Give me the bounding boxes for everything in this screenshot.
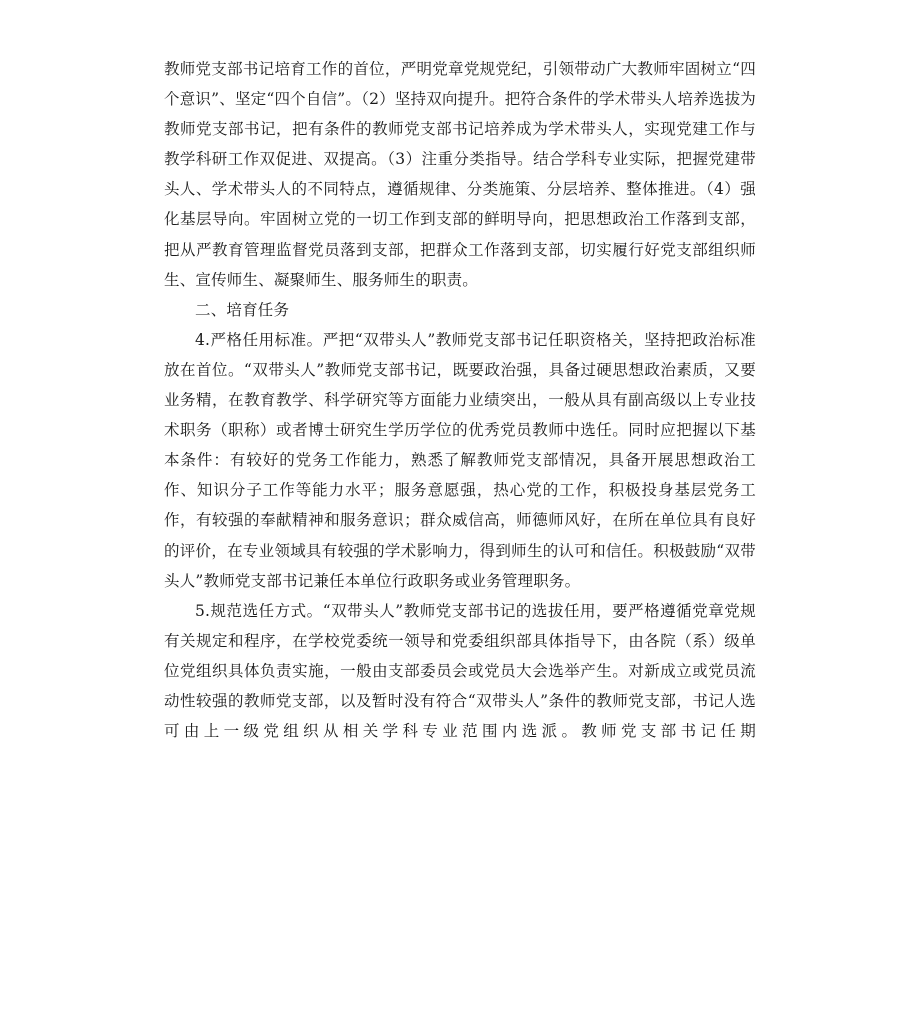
paragraph-basic-principles-continued: 教师党支部书记培育工作的首位，严明党章党规党纪，引领带动广大教师牢固树立“四个意识”、坚定“四个自信”。（2）坚持双向提升。把符合条件的学术带头人培养选拔为教师党支部书记，把有条件的教师党支部书记培养成为学术带头人，实现党建工作与教学科研工作双促进、双提高。（3）注重分类指导。结合学科专业实际，把握党建带头人、学术带头人的不同特点，遵循规律、分类施策、分层培养、整体推进。（4）强化基层导向。牢固树立党的一切工作到支部的鲜明导向，把思想政治工作落到支部，把从严教育管理监督党员落到支部，把群众工作落到支部，切实履行好党支部组织师生、宣传师生、凝聚师生、服务师生的职责。	[164, 60, 756, 289]
paragraph-selection-method: 5.规范选任方式。“双带头人”教师党支部书记的选拔任用，要严格遵循党章党规有关规定和程序，在学校党委统一领导和党委组织部具体指导下，由各院（系）级单位党组织具体负责实施，一般由支部委员会或党员大会选举产生。对新成立或党员流动性较强的教师党支部，以及暂时没有符合“双带头人”条件的教师党支部，书记人选可由上一级党组织从相关学科专业范围内选派。教师党支部书记任期	[164, 601, 756, 741]
document-body	[164, 54, 756, 746]
paragraph-appointment-standards: 4.严格任用标准。严把“双带头人”教师党支部书记任职资格关，坚持把政治标准放在首位。“双带头人”教师党支部书记，既要政治强，具备过硬思想政治素质，又要业务精，在教育教学、科学研究等方面能力业绩突出，一般从具有副高级以上专业技术职务（职称）或者博士研究生学历学位的优秀党员教师中选任。同时应把握以下基本条件：有较好的党务工作能力，熟悉了解教师党支部情况，具备开展思想政治工作、知识分子工作等能力水平；服务意愿强，热心党的工作，积极投身基层党务工作，有较强的奉献精神和服务意识；群众威信高，师德师风好，在所在单位具有良好的评价，在专业领域具有较强的学术影响力，得到师生的认可和信任。积极鼓励“双带头人”教师党支部书记兼任本单位行政职务或业务管理职务。	[164, 330, 756, 590]
section-heading-training-tasks: 二、培育任务	[195, 300, 290, 319]
